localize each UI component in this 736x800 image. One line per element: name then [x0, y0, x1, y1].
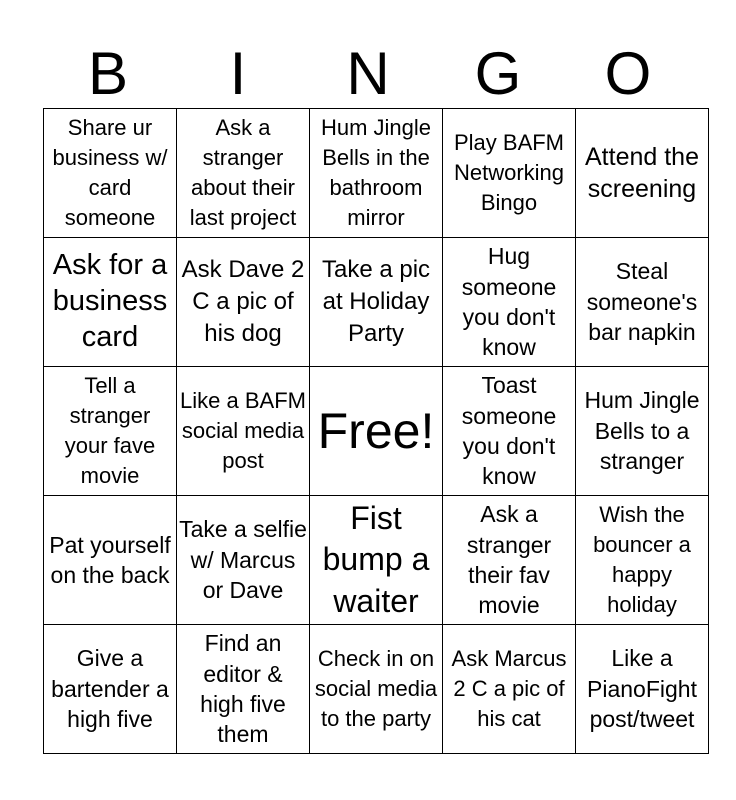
bingo-cell[interactable]: Take a pic at Holiday Party	[310, 238, 443, 367]
bingo-cell[interactable]: Steal someone's bar napkin	[576, 238, 709, 367]
header-letter-g: G	[474, 40, 522, 107]
bingo-cell[interactable]: Share ur business w/ card someone	[44, 109, 177, 238]
bingo-cell[interactable]: Wish the bouncer a happy holiday	[576, 496, 709, 625]
bingo-row	[44, 238, 709, 367]
header-letter-b: B	[87, 40, 129, 107]
free-space-cell[interactable]: Free!	[310, 367, 443, 496]
bingo-cell[interactable]: Take a selfie w/ Marcus or Dave	[177, 496, 310, 625]
header-letter-o: O	[604, 40, 652, 107]
bingo-cell[interactable]: Toast someone you don't know	[443, 367, 576, 496]
bingo-row	[44, 625, 709, 754]
bingo-cell[interactable]: Pat yourself on the back	[44, 496, 177, 625]
bingo-cell[interactable]: Ask a stranger about their last project	[177, 109, 310, 238]
bingo-cell[interactable]: Like a BAFM social media post	[177, 367, 310, 496]
bingo-card	[43, 108, 709, 754]
bingo-cell[interactable]: Find an editor & high five them	[177, 625, 310, 754]
bingo-row	[44, 109, 709, 238]
bingo-cell[interactable]: Check in on social media to the party	[310, 625, 443, 754]
bingo-cell[interactable]: Ask for a business card	[44, 238, 177, 367]
header-letter-n: N	[346, 40, 390, 107]
bingo-cell[interactable]: Hum Jingle Bells to a stranger	[576, 367, 709, 496]
bingo-cell[interactable]: Attend the screening	[576, 109, 709, 238]
bingo-cell[interactable]: Give a bartender a high five	[44, 625, 177, 754]
bingo-cell[interactable]: Hum Jingle Bells in the bathroom mirror	[310, 109, 443, 238]
header-letter-i: I	[229, 40, 247, 107]
bingo-cell[interactable]: Tell a stranger your fave movie	[44, 367, 177, 496]
bingo-cell[interactable]: Hug someone you don't know	[443, 238, 576, 367]
bingo-cell[interactable]: Ask a stranger their fav movie	[443, 496, 576, 625]
bingo-row	[44, 496, 709, 625]
bingo-cell[interactable]: Fist bump a waiter	[310, 496, 443, 625]
bingo-cell[interactable]: Ask Marcus 2 C a pic of his cat	[443, 625, 576, 754]
bingo-cell[interactable]: Ask Dave 2 C a pic of his dog	[177, 238, 310, 367]
bingo-header	[43, 38, 693, 110]
bingo-cell[interactable]: Like a PianoFight post/tweet	[576, 625, 709, 754]
bingo-row	[44, 367, 709, 496]
bingo-cell[interactable]: Play BAFM Networking Bingo	[443, 109, 576, 238]
